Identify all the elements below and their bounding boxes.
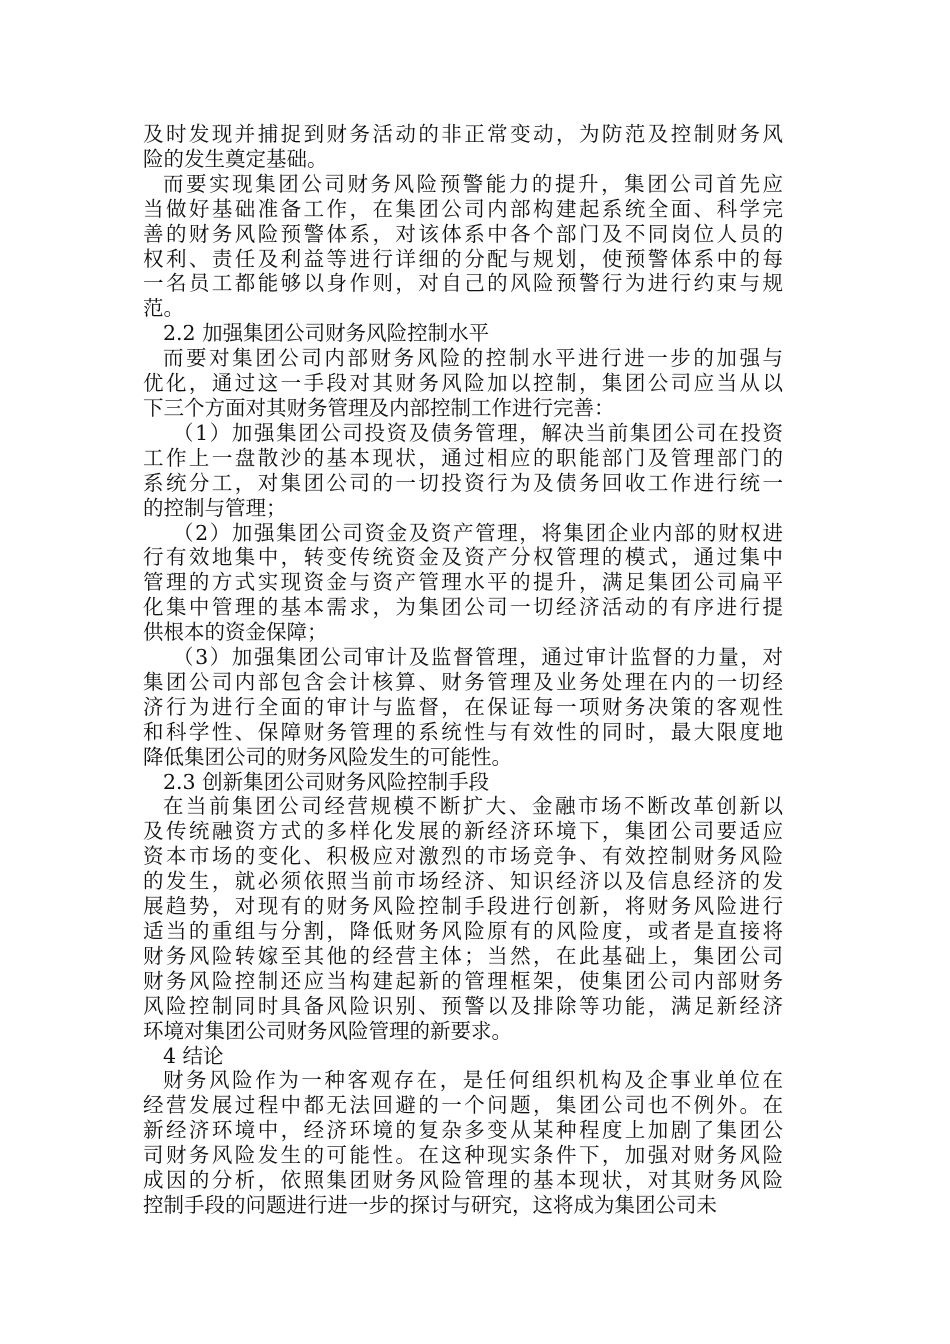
section-heading [143,1044,783,1069]
text-line: 新经济环境中，经济环境的复杂多变从某种程度上加剧了集团公 [143,1118,783,1143]
text-line: 化集中管理的基本需求，为集团公司一切经济活动的有序进行提 [143,595,783,620]
text-line: 司财务风险发生的可能性。在这种现实条件下，加强对财务风险 [143,1143,783,1168]
section-heading [143,321,783,346]
body-paragraph [143,794,783,1043]
section-heading [143,770,783,795]
text-line: 展趋势，对现有的财务风险控制手段进行创新，将财务风险进行 [143,894,783,919]
body-paragraph [143,421,783,521]
text-line: 系统分工，对集团公司的一切投资行为及债务回收工作进行统一 [143,470,783,495]
body-paragraph [143,172,783,321]
text-line: 的发生，就必须依照当前市场经济、知识经济以及信息经济的发 [143,869,783,894]
text-line: 工作上一盘散沙的基本现状，通过相应的职能部门及管理部门的 [143,445,783,470]
text-line: 控制手段的问题进行进一步的探讨与研究，这将成为集团公司未 [143,1192,717,1217]
text-line: 4 结论 [163,1043,224,1068]
body-paragraph [143,1068,783,1217]
text-line: 险的发生奠定基础。 [143,146,328,171]
text-line: 行有效地集中，转变传统资金及资产分权管理的模式，通过集中 [143,545,783,570]
text-line: 集团公司内部包含会计核算、财务管理及业务处理在内的一切经 [143,669,783,694]
text-line: 而要实现集团公司财务风险预警能力的提升，集团公司首先应 [163,171,783,196]
text-line: 济行为进行全面的审计与监督，在保证每一项财务决策的客观性 [143,694,783,719]
text-line: 在当前集团公司经营规模不断扩大、金融市场不断改革创新以 [163,794,783,819]
text-line: 经营发展过程中都无法回避的一个问题，集团公司也不例外。在 [143,1093,783,1118]
text-line: 而要对集团公司内部财务风险的控制水平进行进一步的加强与 [163,346,783,371]
text-line: 财务风险转嫁至其他的经营主体；当然，在此基础上，集团公司 [143,943,783,968]
text-line: 善的财务风险预警体系，对该体系中各个部门及不同岗位人员的 [143,221,783,246]
text-line: 财务风险控制还应当构建起新的管理框架，使集团公司内部财务 [143,968,783,993]
document-page [143,122,783,1218]
text-line: 适当的重组与分割，降低财务风险原有的风险度，或者是直接将 [143,919,783,943]
text-line: 优化，通过这一手段对其财务风险加以控制，集团公司应当从以 [143,371,783,396]
text-line: 及时发现并捕捉到财务活动的非正常变动，为防范及控制财务风 [143,122,783,146]
text-line: 下三个方面对其财务管理及内部控制工作进行完善： [143,395,615,420]
text-line: 2.2 加强集团公司财务风险控制水平 [163,321,490,346]
text-line: （2）加强集团公司资金及资产管理，将集团企业内部的财权进 [173,520,783,545]
text-line: 风险控制同时具备风险识别、预警以及排除等功能，满足新经济 [143,993,783,1018]
text-line: （1）加强集团公司投资及债务管理，解决当前集团公司在投资 [173,420,783,445]
text-line: 降低集团公司的财务风险发生的可能性。 [143,744,512,769]
text-line: 范。 [143,296,184,321]
text-line: 权利、责任及利益等进行详细的分配与规划，使预警体系中的每 [143,246,783,271]
text-line: 财务风险作为一种客观存在，是任何组织机构及企事业单位在 [163,1068,783,1093]
text-line: 供根本的资金保障； [143,620,328,645]
body-paragraph [143,645,783,770]
text-line: 环境对集团公司财务风险管理的新要求。 [143,1018,512,1043]
text-line: 和科学性、保障财务管理的系统性与有效性的同时，最大限度地 [143,719,783,744]
text-line: 一名员工都能够以身作则，对自己的风险预警行为进行约束与规 [143,271,783,296]
text-line: 管理的方式实现资金与资产管理水平的提升，满足集团公司扁平 [143,570,783,595]
text-line: 2.3 创新集团公司财务风险控制手段 [163,769,490,794]
text-line: 资本市场的变化、积极应对激烈的市场竞争、有效控制财务风险 [143,844,783,869]
body-paragraph [143,122,783,172]
text-line: 的控制与管理； [143,495,287,520]
text-line: 成因的分析，依照集团财务风险管理的基本现状，对其财务风险 [143,1168,783,1193]
text-line: 及传统融资方式的多样化发展的新经济环境下，集团公司要适应 [143,819,783,844]
text-line: 当做好基础准备工作，在集团公司内部构建起系统全面、科学完 [143,196,783,221]
body-paragraph [143,521,783,646]
body-paragraph [143,346,783,421]
text-line: （3）加强集团公司审计及监督管理，通过审计监督的力量，对 [173,645,783,670]
